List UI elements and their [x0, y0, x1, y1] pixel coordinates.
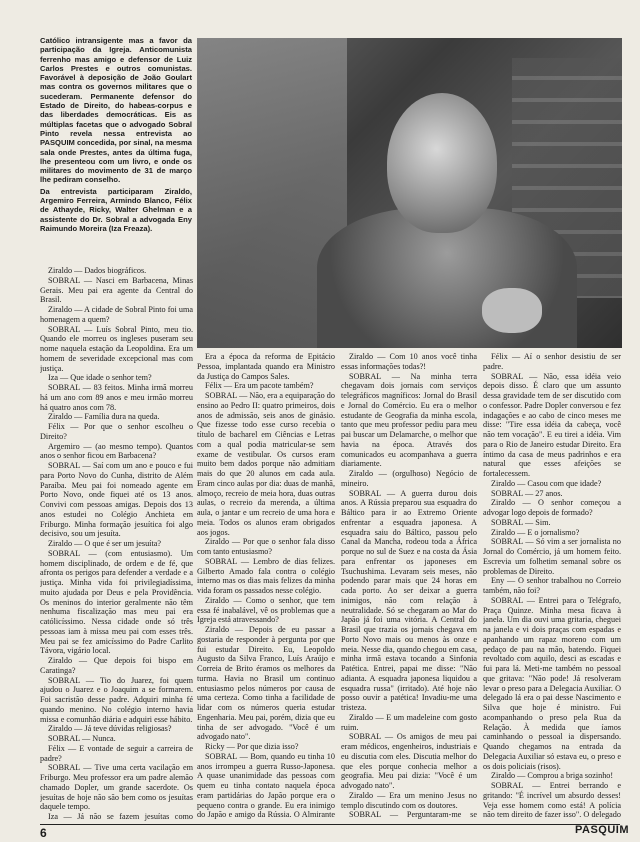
interview-paragraph: SOBRAL — Entrei berrando e gritando: "É incrível um absurdo desses! Veja esse homem como está! A polícia não tem direito de fazer isso". O delegado	[483, 781, 621, 820]
interview-paragraph: SOBRAL — 27 anos.	[491, 488, 563, 498]
photo-figure-head	[387, 93, 497, 233]
interview-paragraph: Félix — Era um pacote também?	[205, 381, 314, 391]
interview-paragraph: Ricky — Por que dizia isso?	[205, 742, 299, 751]
interview-paragraph: SOBRAL — Não, era a equiparação do ensino ao Pedro II: quatro primeiros, dois anos de admissão, seis anos de ginásio. Que fizesse todo esse curso recebia o título de bacharel em Ciências e Letras com a qual podia matricular-se sem exame de vestibular. Os cursos eram muito bem dados porque não admitiam mais do que 20 alunos em cada aula. Eram cinco aulas por dia: duas de manhã, almoço, recreio de meia hora, duas outras aulas, o recreio da merenda, a última aula, o jantar e um recreio de uma hora e meia. Todos os alunos eram obrigados aos jogos.	[197, 391, 335, 537]
intro-paragraph: Católico intransigente mas a favor da participação da Igreja. Anticomunista ferrenho mas amigo e defensor de Luiz Carlos Prestes e outros comunistas. Favorável à deposição de João Goulart mas contra os governos militares que o sucederam. Permanente defensor do Estado de Direito, do habeas-corpus e das liberdades democráticas. Eis as múltiplas facetas que o advogado Sobral Pinto revela nessa entrevista ao PASQUIM concedida, por sinal, na mesma sala onde Prestes, antes da última fuga, lhe presenteou com um livro, e onde os militares do movimento de 31 de março lhe pediram conselho.	[40, 36, 192, 185]
interview-paragraph: SOBRAL — Só vim a ser jornalista no Jornal do Comércio, já um homem feito. Escrevia um folhetim semanal sobre os problemas de Direito.	[483, 537, 621, 576]
interview-paragraph: Ziraldo — Era um menino Jesus no templo discutindo com os doutores.	[341, 790, 477, 810]
interview-paragraph: Ziraldo — A cidade de Sobral Pinto foi uma homenagem a quem?	[40, 305, 193, 324]
interview-paragraph: SOBRAL — Nunca.	[48, 734, 116, 743]
interview-paragraph: Félix — E vontade de seguir a carreira de padre?	[40, 743, 193, 763]
interview-paragraph: Iza — Já não se fazem jesuítas como	[48, 812, 193, 821]
interview-paragraph: Ziraldo — Casou com que idade?	[491, 478, 602, 488]
interview-paragraph: Ziraldo — E um madeleine com gosto ruim.	[341, 712, 477, 732]
photo-figure-hand	[482, 288, 542, 333]
interview-paragraph: Ziraldo — O senhor começou a advogar logo depois de formado?	[483, 498, 621, 517]
interview-paragraph: Era a época da reforma de Epitácio Pessoa, implantada quando era Ministro da Justiça do Campos Sales.	[197, 352, 335, 381]
interview-paragraph: Ziraldo — Família dura na queda.	[48, 412, 160, 422]
intro-box	[40, 36, 192, 260]
interview-paragraph: SOBRAL — (com entusiasmo). Um homem disciplinado, de ordem e de fé, que afronta os perigos para defender a verdade e a justiça. Minha vida foi privilegiadíssima, muito ajudada por Deus e pela Providência. Os meninos do interior geralmente não têm nenhuma fiscalização mas meu pai era católicíssimo. Nessa cidade onde só três pessoas iam à missa meu pai com esses três. Meu pai se fez amicíssimo do Padre Carlito Távora, vigário local.	[40, 548, 193, 656]
interview-paragraph: SOBRAL — 83 feitos. Minha irmã morreu há um ano com 89 anos e meu irmão morreu há quatro anos com 78.	[40, 383, 193, 412]
interview-paragraph: SOBRAL — Lembro de dias felizes. Gilberto Amado fala contra o colégio interno mas os dias mais felizes da minha vida foram os passados nesse colégio.	[197, 556, 335, 595]
interview-paragraph: Ziraldo — Já teve dúvidas religiosas?	[48, 724, 172, 734]
interview-paragraph: SOBRAL — Bom, quando eu tinha 10 anos irrompeu a guerra Russo-Japonesa. A quase unanimidade das pessoas com quem eu tinha contato naquela época eram partidárias do Japão porque era o pequeno contra o grande. Eu era inimigo do Japão e amigo da Rússia. O Almirante	[197, 751, 335, 820]
interview-paragraph: Félix — Por que o senhor escolheu o Direito?	[40, 422, 193, 441]
interview-paragraph: SOBRAL — Não, essa idéia veio depois disso. É claro que um assunto dessa gravidade tem de ser discutido com o confessor. Padre Dopler conversou e fez indagações e ao cabo de cinco meses me disse: "Tire essa idéia da cabeça, você não tem vocação". E eu tirei a idéia. Vim para o Rio de Janeiro estudar Direito. Era íntimo da casa de meus padrinhos e era natural que esses afeições se fortalecessem.	[483, 371, 621, 478]
interview-paragraph: SOBRAL — Nasci em Barbacena, Minas Gerais. Meu pai era agente da Central do Brasil.	[40, 275, 193, 305]
interview-paragraph: Ziraldo — Dados biográficos.	[48, 266, 147, 275]
interview-paragraph: SOBRAL — Tive uma certa vacilação em Friburgo. Meu professor era um padre alemão chamado Dopler, um grande sacerdote. Os jesuítas de hoje não são bem como os jesuítas daquele tempo.	[40, 763, 193, 812]
footer-rule	[40, 824, 620, 825]
interview-paragraph: SOBRAL — Luís Sobral Pinto, meu tio. Quando ele morreu os ingleses puseram seu nome naquela estação da Leopoldina. Era um homem de severidade excepcional mas com justiça.	[40, 324, 193, 373]
interview-paragraph: Argemiro — (ao mesmo tempo). Quantos anos o senhor ficou em Barbacena?	[40, 441, 193, 461]
interview-paragraph: SOBRAL — Saí com um ano e pouco e fui para Porto Novo do Cunha, distrito de Além Paraíba. Meu pai foi nomeado agente em Porto Novo, onde fiquei até os 13 anos. Convivi com pessoas amigas. Depois dos 13 anos estudei no Colégio Anchieta em Friburgo. Minha formação jesuítica foi algo decisivo, sou um jesuíta.	[40, 461, 193, 539]
interview-paragraph: SOBRAL — Sim.	[491, 517, 551, 527]
interview-paragraph: SOBRAL — A guerra durou dois anos. A Rússia preparou sua esquadra do Báltico para ir ao Extremo Oriente enfrentar a esquadra japonesa. A esquadra saiu do Báltico, passou pelo Canal da Mancha, rodeou toda a África porque no sul de Suez e na costa da Ásia para enfrentar os japoneses em Tsuchushima. Levaram seis meses, não podendo parar mais que 24 horas em cada porto. Ao ser deixar a guerra inimigos, não com relação à neutralidade. Só se chegaram ao Mar do Japão já foi uma vitória. A Central do Brasil que trazia os jornais chegava em Porto Novo mais ou menos às onze e meia. Nesse dia, quando chegou em casa, minha irmã estava tocando a Sinfonia Patética. Entrei, papai me disse: "Não adianta. A esquadra japonesa liquidou a esquadra russa" (irritado). Até hoje não posso ouvir a patética! Invadiu-me uma tristeza.	[341, 488, 477, 712]
interview-paragraph: SOBRAL — Na minha terra chegavam dois jornais com serviços telegráficos magníficos: Jornal do Brasil e Jornal do Comércio. Eu era o melhor estudante de Geografia da minha escola, tanto que meu professor pediu para meu pai buscar um Delamarche, o melhor que havia na época. Através dos comunicados eu acompanhava a guerra diariamente.	[341, 371, 477, 469]
interview-paragraph: Ziraldo — O que é ser um jesuíta?	[48, 539, 161, 548]
interview-paragraph: Ziraldo — Depois de eu passar a gostaria de responder à pergunta por que fui estudar Direito. Eu, Leopoldo Augusto da Silva Franco, Luís Araújo e Correia de Brito éramos os melhores da turma. Havia no Brasil um continuo entusiasmo pelos números por causa de uma certeza. Como tinha a facilidade de lidar com os números queria estudar Engenharia. Meu pai, porém, dizia que eu tinha de ser advogado. "Você é um advogado nato".	[197, 625, 335, 742]
interview-paragraph: Félix — Aí o senhor desistiu de ser padre.	[483, 352, 621, 371]
interview-paragraph: Eny — O senhor trabalhou no Correio também, não foi?	[483, 576, 621, 595]
column-3	[341, 352, 477, 821]
interview-paragraph: Ziraldo — E o jornalismo?	[491, 527, 580, 537]
interview-paragraph: SOBRAL — Perguntaram-me se	[349, 810, 477, 820]
interview-paragraph: SOBRAL — Tio do Juarez, foi quem ajudou o Juarez e o Joaquim a se formarem. Foi sacristão desse padre. Adquiri minha fé quando menino. No colégio interno havia missa e comunhão diária e adquiri esse hábito.	[40, 675, 193, 724]
interview-paragraph: Ziraldo — Comprou a briga sozinho!	[491, 771, 614, 781]
interview-paragraph: Ziraldo — Que depois foi bispo em Caratinga?	[40, 656, 193, 675]
interview-paragraph: SOBRAL — Os amigos de meu pai eram médicos, engenheiros, industriais e eu discutia com eles. Discutia melhor do que eles porque conhecia melhor a geografia. Meu pai dizia: "Você é um advogado nato".	[341, 732, 477, 790]
column-1	[40, 266, 193, 821]
interview-paragraph: Iza — Que idade o senhor tem?	[48, 373, 152, 383]
portrait-photo	[197, 38, 622, 348]
page-number: 6	[40, 826, 47, 840]
interview-paragraph: Ziraldo — Por que o senhor fala disso com tanto entusiasmo?	[197, 537, 335, 556]
interview-paragraph: Ziraldo — Como o senhor, que tem essa fé inabalável, vê os problemas que a Igreja está atravessando?	[197, 595, 335, 625]
column-2	[197, 352, 335, 821]
magazine-brand: PASQUIM	[575, 824, 630, 836]
interview-paragraph: Ziraldo — (orgulhoso) Negócio de mineiro.	[341, 469, 477, 488]
intro-paragraph: Da entrevista participaram Ziraldo, Argemiro Ferreira, Armindo Blanco, Félix de Athayde, Ricky, Walter Ghelman e a assistente do Dr. Sobral a advogada Eny Raimundo Moreira (Iza Freaza).	[40, 186, 192, 233]
interview-paragraph: SOBRAL — Entrei para o Telégrafo, Praça Quinze. Minha mesa ficava à janela. Um dia ouvi uma gritaria, cheguei na janela e vi dois praças com espadas e apanhando um rapaz moreno com um pedaço de pau na mão, batendo. Fiquei revoltado com aquilo, desci as escadas e fui para lá. Meti-me também no pessoal que gritava: "Não pode! Já resolveram levar o preso para a Delegacia Auxiliar. O delegado lá era o pai desse Nascimento e Silva que hoje é ministro. Fui acompanhando o preso pela Rua da Relação. À medida que íamos caminhando o pessoal ia dispersando. Quando chegamos na entrada da Delegacia Auxiliar só estava eu, o preso e os dois policiais (risos).	[483, 595, 621, 771]
interview-paragraph: Ziraldo — Com 10 anos você tinha essas informações todas?!	[341, 352, 477, 371]
column-4	[483, 352, 621, 821]
